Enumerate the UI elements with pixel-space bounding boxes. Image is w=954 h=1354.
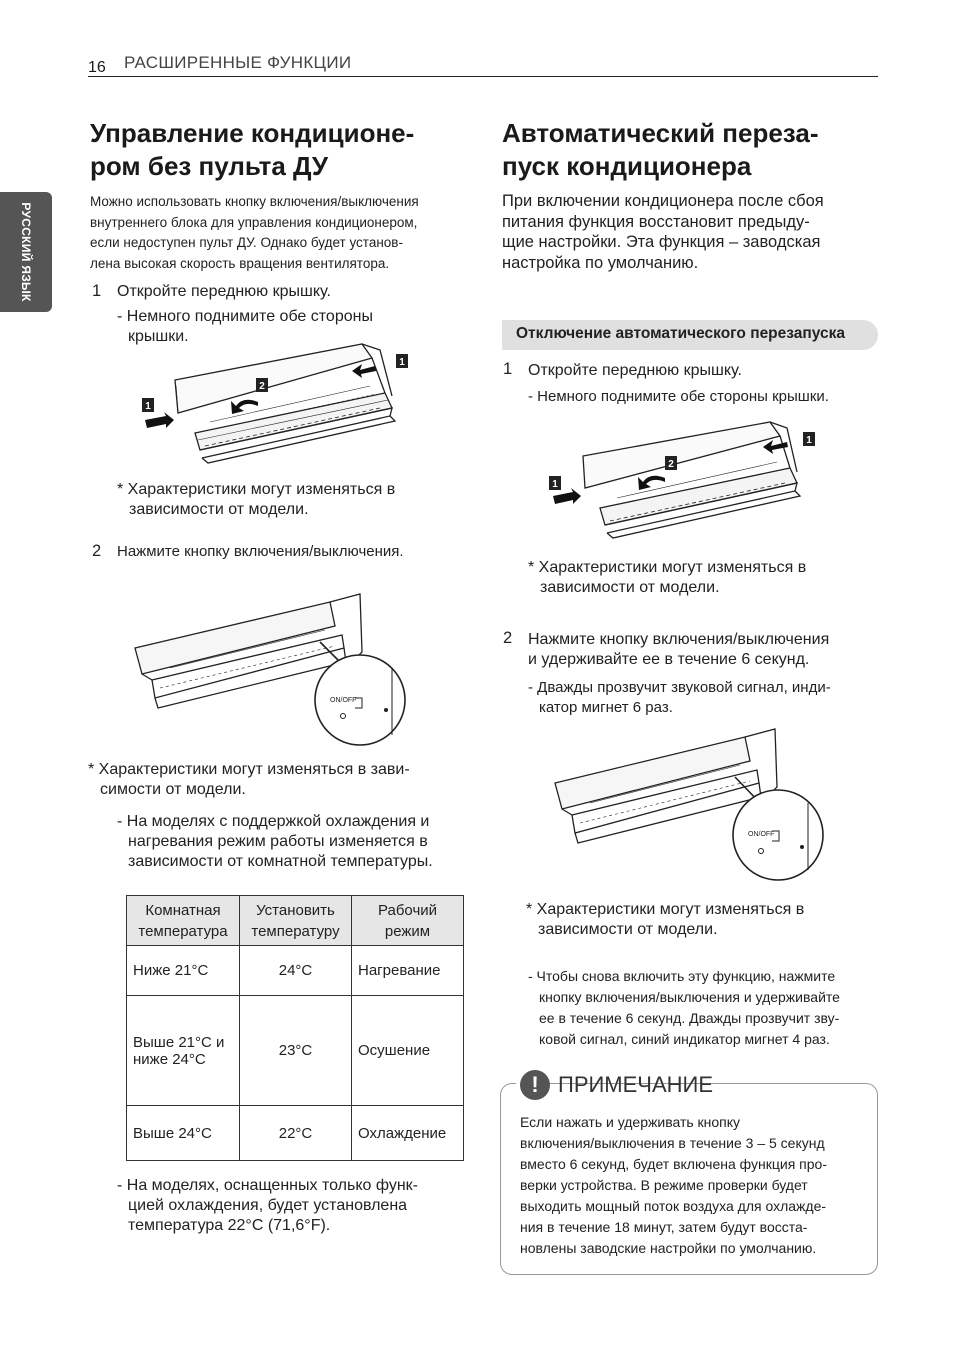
table-header-cell: Установить температуру xyxy=(240,896,352,946)
left-step2-number: 2 xyxy=(92,542,102,560)
right-step2-line: Нажмите кнопку включения/выключения xyxy=(528,631,830,648)
right-step1-number: 1 xyxy=(503,360,513,378)
table-row xyxy=(127,996,464,1106)
right-step1-sub: - Немного поднимите обе стороны крышки. xyxy=(528,388,829,405)
figure-marker: 1 xyxy=(399,357,405,368)
models-note-line: зависимости от комнатной температуры. xyxy=(128,853,433,870)
table-cell-room-temp: Выше 21°C и ниже 24°C xyxy=(127,996,240,1106)
models-note-line: нагревания режим работы изменяется в xyxy=(128,833,428,850)
note-body xyxy=(520,1112,868,1259)
figure-marker: 1 xyxy=(145,401,151,412)
note-body-line: новлены заводские настройки по умолчанию. xyxy=(520,1240,817,1256)
right-step2-sub-line: - Дважды прозвучит звуковой сигнал, инди- xyxy=(528,679,831,696)
left-step2-text: Нажмите кнопку включения/выключения. xyxy=(117,543,404,560)
note-body-line: включения/выключения в течение 3 – 5 секунд xyxy=(520,1135,825,1151)
left-intro-line: Можно использовать кнопку включения/выключения xyxy=(90,194,419,209)
open-cover-illustration-left xyxy=(140,338,415,468)
figure-marker: 1 xyxy=(806,435,812,446)
left-model-note-2-line: * Характеристики могут изменяться в зави- xyxy=(88,761,410,778)
open-cover-illustration-right xyxy=(545,418,825,543)
note-header xyxy=(516,1066,714,1100)
cooling-only-note xyxy=(117,1176,467,1236)
table-row xyxy=(127,1106,464,1161)
left-step1-text: Откройте переднюю крышку. xyxy=(117,283,331,300)
table-row xyxy=(127,946,464,996)
left-model-note-1 xyxy=(117,480,467,520)
note-body-line: вместо 6 секунд, будет включена функция про- xyxy=(520,1156,827,1172)
onoff-button-illustration-right xyxy=(550,715,835,885)
note-body-line: выходить мощный поток воздуха для охлажде- xyxy=(520,1198,827,1214)
subheading-text: Отключение автоматического перезапуска xyxy=(516,325,845,342)
note-body-line: верки устройства. В режиме проверки будет xyxy=(520,1177,808,1193)
right-model-note-2 xyxy=(526,900,876,940)
disable-restart-subheading xyxy=(502,320,878,350)
temperature-mode-table xyxy=(126,895,464,1161)
exclamation-icon: ! xyxy=(520,1070,550,1100)
left-step1-sub-line: крышки. xyxy=(128,328,189,345)
cooling-note-line: - На моделях, оснащенных только функ- xyxy=(117,1177,418,1194)
left-intro-line: если недоступен пульт ДУ. Однако будет установ- xyxy=(90,235,403,250)
left-title-line2: ром без пульта ДУ xyxy=(90,151,329,181)
onoff-button-label: ON/OFF xyxy=(330,697,357,704)
left-step1-sub-line: - Немного поднимите обе стороны xyxy=(117,308,373,325)
section-title: РАСШИРЕННЫЕ ФУНКЦИИ xyxy=(124,53,352,72)
table-cell-set-temp: 23°C xyxy=(240,996,352,1106)
figure-marker: 2 xyxy=(259,381,265,392)
table-cell-set-temp: 24°C xyxy=(240,946,352,996)
reenable-line: - Чтобы снова включить эту функцию, нажмите xyxy=(528,968,836,984)
reenable-line: ее в течение 6 секунд. Дважды прозвучит зву- xyxy=(539,1010,840,1026)
cooling-note-line: цией охлаждения, будет установлена xyxy=(128,1197,408,1214)
left-model-note-2-line: симости от модели. xyxy=(100,781,246,798)
right-model-note-1-line: зависимости от модели. xyxy=(540,579,720,596)
onoff-button-illustration-left xyxy=(130,580,420,750)
table-cell-mode: Нагревание xyxy=(352,946,464,996)
note-body-line: Если нажать и удерживать кнопку xyxy=(520,1114,741,1130)
table-cell-set-temp: 22°C xyxy=(240,1106,352,1161)
right-intro-line: настройка по умолчанию. xyxy=(502,253,699,272)
left-intro xyxy=(90,192,470,274)
right-step2-sub-line: катор мигнет 6 раз. xyxy=(539,699,673,716)
right-title-line1: Автоматический переза- xyxy=(502,118,819,148)
language-tab-label: РУССКИЙ ЯЗЫК xyxy=(19,202,33,302)
models-note xyxy=(117,812,467,872)
onoff-button-label: ON/OFF xyxy=(748,831,775,838)
language-tab xyxy=(0,192,52,312)
cooling-note-line: температура 22°C (71,6°F). xyxy=(128,1217,331,1234)
table-cell-mode: Осушение xyxy=(352,996,464,1106)
reenable-line: кнопку включения/выключения и удерживайте xyxy=(539,989,840,1005)
right-model-note-2-line: * Характеристики могут изменяться в xyxy=(526,901,805,918)
page-header xyxy=(88,50,878,77)
table-cell-mode: Охлаждение xyxy=(352,1106,464,1161)
table-header-cell: Комнатная температура xyxy=(127,896,240,946)
right-title-line2: пуск кондиционера xyxy=(502,151,752,181)
left-title-line1: Управление кондиционе- xyxy=(90,118,415,148)
right-intro-line: При включении кондиционера после сбоя xyxy=(502,192,824,210)
right-intro xyxy=(502,191,878,273)
left-intro-line: лена высокая скорость вращения вентилятора. xyxy=(90,255,390,271)
note-title: ПРИМЕЧАНИЕ xyxy=(558,1072,714,1097)
right-step2-number: 2 xyxy=(503,629,513,647)
right-title xyxy=(502,117,819,183)
left-step1-number: 1 xyxy=(92,282,102,300)
right-step2-line: и удерживайте ее в течение 6 секунд. xyxy=(528,651,810,668)
table-header-cell: Рабочий режим xyxy=(352,896,464,946)
table-cell-room-temp: Выше 24°C xyxy=(127,1106,240,1161)
reenable-instructions xyxy=(528,966,878,1050)
note-body-line: ния в течение 18 минут, затем будут восста- xyxy=(520,1219,808,1235)
reenable-line: ковой сигнал, синий индикатор мигнет 4 раз. xyxy=(539,1031,830,1047)
figure-marker: 1 xyxy=(552,479,558,490)
right-model-note-1 xyxy=(528,558,878,598)
models-note-line: - На моделях с поддержкой охлаждения и xyxy=(117,813,430,830)
figure-marker: 2 xyxy=(668,459,674,470)
right-step1-text: Откройте переднюю крышку. xyxy=(528,362,742,379)
right-intro-line: щие настройки. Эта функция – заводская xyxy=(502,233,821,251)
right-intro-line: питания функция восстановит предыду- xyxy=(502,212,810,231)
right-step2-sub xyxy=(528,678,878,718)
table-header-row xyxy=(127,896,464,946)
left-model-note-1-line: зависимости от модели. xyxy=(129,501,309,518)
left-model-note-1-line: * Характеристики могут изменяться в xyxy=(117,481,396,498)
left-intro-line: внутреннего блока для управления кондиционером, xyxy=(90,214,418,230)
page-number: 16 xyxy=(88,59,106,76)
right-model-note-2-line: зависимости от модели. xyxy=(538,921,718,938)
right-model-note-1-line: * Характеристики могут изменяться в xyxy=(528,559,807,576)
left-title xyxy=(90,117,414,183)
left-model-note-2 xyxy=(88,760,468,800)
right-step2-text xyxy=(528,630,878,670)
table-cell-room-temp: Ниже 21°C xyxy=(127,946,240,996)
